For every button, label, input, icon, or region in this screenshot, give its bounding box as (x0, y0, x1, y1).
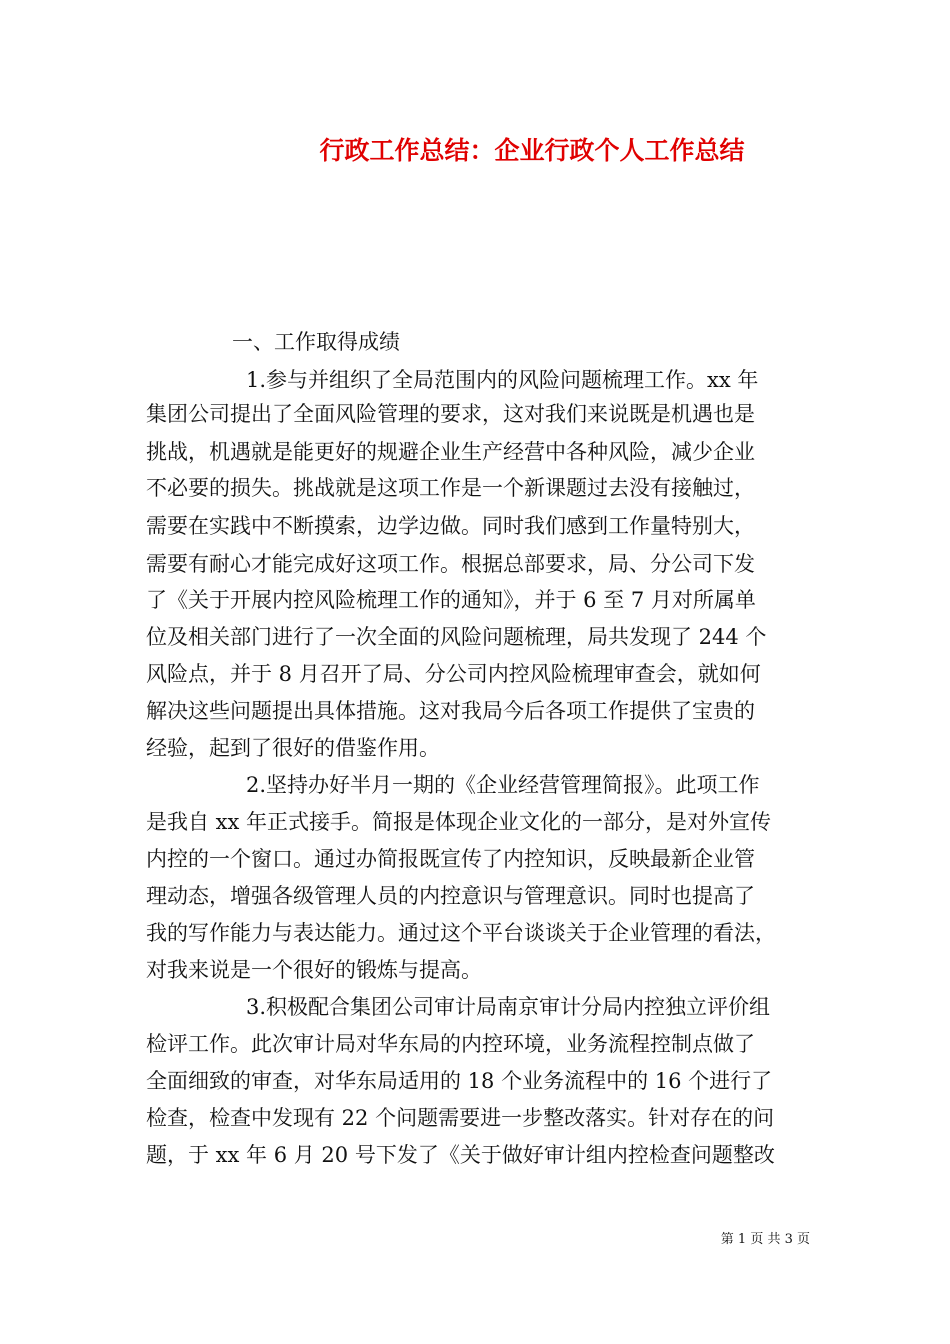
paragraph-line: 了《关于开展内控风险梳理工作的通知》，并于 6 至 7 月对所属单 (146, 588, 756, 612)
section-heading: 一、工作取得成绩 (232, 330, 400, 354)
paragraph-line: 挑战，机遇就是能更好的规避企业生产经营中各种风险，减少企业 (146, 440, 755, 464)
paragraph-line: 检评工作。此次审计局对华东局的内控环境，业务流程控制点做了 (146, 1032, 755, 1056)
paragraph-line: 题，于 xx 年 6 月 20 号下发了《关于做好审计组内控检查问题整改 (146, 1143, 775, 1167)
paragraph-line: 经验，起到了很好的借鉴作用。 (146, 736, 440, 760)
paragraph-line: 位及相关部门进行了一次全面的风险问题梳理，局共发现了 244 个 (146, 625, 767, 649)
paragraph-line: 1.参与并组织了全局范围内的风险问题梳理工作。xx 年 (246, 368, 759, 392)
paragraph-line: 集团公司提出了全面风险管理的要求，这对我们来说既是机遇也是 (146, 402, 755, 426)
paragraph-line: 全面细致的审查，对华东局适用的 18 个业务流程中的 16 个进行了 (146, 1069, 773, 1093)
paragraph-line: 2.坚持办好半月一期的《企业经营管理简报》。此项工作 (246, 773, 760, 797)
paragraph-line: 3.积极配合集团公司审计局南京审计分局内控独立评价组 (246, 995, 771, 1019)
page-number: 第 1 页 共 3 页 (720, 1232, 810, 1247)
paragraph-line: 对我来说是一个很好的锻炼与提高。 (146, 958, 482, 982)
paragraph-line: 内控的一个窗口。通过办简报既宣传了内控知识，反映最新企业管 (146, 847, 755, 871)
page-title: 行政工作总结：企业行政个人工作总结 (319, 136, 745, 165)
paragraph-line: 需要有耐心才能完成好这项工作。根据总部要求，局、分公司下发 (146, 552, 755, 576)
paragraph-line: 我的写作能力与表达能力。通过这个平台谈谈关于企业管理的看法， (146, 921, 776, 945)
paragraph-line: 需要在实践中不断摸索，边学边做。同时我们感到工作量特别大， (146, 514, 755, 538)
paragraph-line: 理动态，增强各级管理人员的内控意识与管理意识。同时也提高了 (146, 884, 755, 908)
paragraph-line: 是我自 xx 年正式接手。简报是体现企业文化的一部分，是对外宣传 (146, 810, 772, 834)
paragraph-line: 不必要的损失。挑战就是这项工作是一个新课题过去没有接触过， (146, 476, 755, 500)
paragraph-line: 检查，检查中发现有 22 个问题需要进一步整改落实。针对存在的问 (146, 1106, 775, 1130)
paragraph-line: 解决这些问题提出具体措施。这对我局今后各项工作提供了宝贵的 (146, 699, 755, 723)
paragraph-line: 风险点，并于 8 月召开了局、分公司内控风险梳理审查会，就如何 (146, 662, 761, 686)
